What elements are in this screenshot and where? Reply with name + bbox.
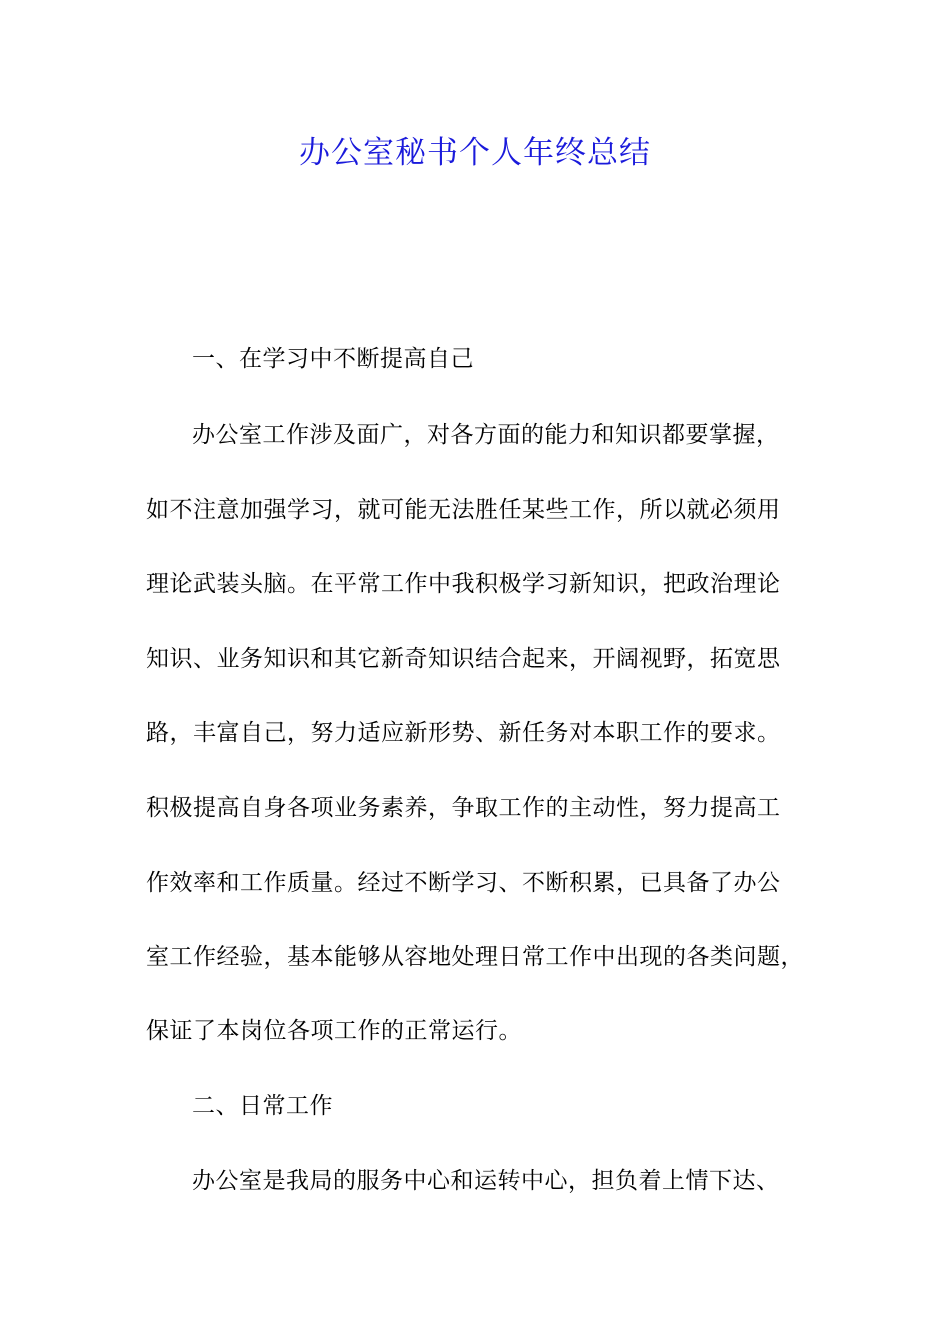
section-heading-study: 一、在学习中不断提高自己 bbox=[192, 346, 474, 372]
paragraph-line: 保证了本岗位各项工作的正常运行。 bbox=[146, 1018, 522, 1044]
paragraph-line: 室工作经验，基本能够从容地处理日常工作中出现的各类问题， bbox=[146, 944, 804, 970]
paragraph-line: 积极提高自身各项业务素养，争取工作的主动性，努力提高工 bbox=[146, 795, 781, 821]
document-title: 办公室秘书个人年终总结 bbox=[299, 135, 651, 171]
paragraph-line: 作效率和工作质量。经过不断学习、不断积累，已具备了办公 bbox=[146, 870, 781, 896]
paragraph-line: 办公室工作涉及面广，对各方面的能力和知识都要掌握， bbox=[192, 422, 780, 448]
paragraph-line: 理论武装头脑。在平常工作中我积极学习新知识，把政治理论 bbox=[146, 571, 781, 597]
paragraph-line: 知识、业务知识和其它新奇知识结合起来，开阔视野，拓宽思 bbox=[146, 646, 781, 672]
paragraph-line: 路，丰富自己，努力适应新形势、新任务对本职工作的要求。 bbox=[146, 720, 781, 746]
paragraph-line: 办公室是我局的服务中心和运转中心，担负着上情下达、 bbox=[192, 1168, 780, 1194]
section-heading-daily-work: 二、日常工作 bbox=[192, 1093, 333, 1119]
paragraph-line: 如不注意加强学习，就可能无法胜任某些工作，所以就必须用 bbox=[146, 497, 781, 523]
